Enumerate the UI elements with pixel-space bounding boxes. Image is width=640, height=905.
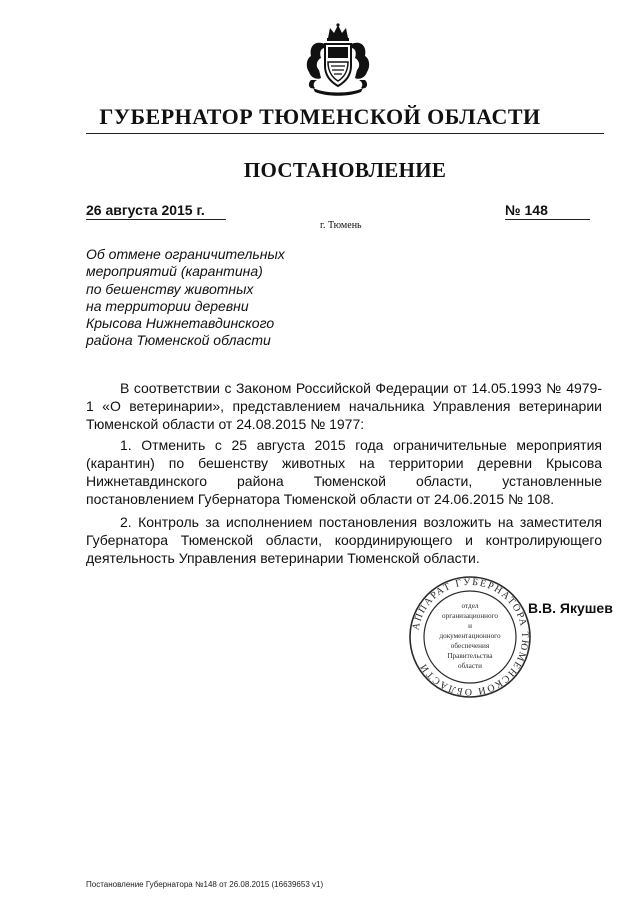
subject-line: мероприятий (карантина) [86,263,263,280]
stamp-ring-text: АППАРАТ ГУБЕРНАТОРА ТЮМЕНСКОЙ ОБЛАСТИ [410,576,531,698]
tyumen-region-coat-of-arms-icon [297,22,379,98]
item-2-paragraph: 2. Контроль за исполнением постановления возложить на заместителя Губернатора Тюменской области, координирующего и контролирующего деятельность Управления ветеринарии Тюменской области. [86,514,602,566]
stamp-line: обеспечения [450,642,490,650]
stamp-line: документационного [439,632,501,640]
signatory-name: В.В. Якушев [528,600,613,616]
preamble-paragraph: В соответствии с Законом Российской Федерации от 14.05.1993 № 4979-1 «О ветеринарии», представлением начальника Управления ветеринарии Тюменской области от 24.08.2015 № 1977: [86,380,602,432]
subject-line: на территории деревни [86,297,249,314]
subject-line: Об отмене ограничительных [86,246,285,262]
document-number: № 148 [505,202,590,220]
official-seal-stamp [405,575,535,699]
document-type-title: ПОСТАНОВЛЕНИЕ [243,158,447,182]
header-divider [86,133,604,134]
authority-title: ГУБЕРНАТОР ТЮМЕНСКОЙ ОБЛАСТИ [99,104,541,129]
stamp-line: и [468,622,472,630]
subject-line: района Тюменской области [86,332,271,349]
document-subject [86,246,316,350]
document-city: г. Тюмень [320,220,362,231]
document-footer: Постановление Губернатора №148 от 26.08.2015 (16639653 v1) [86,880,324,889]
stamp-line: организационного [442,612,498,620]
item-1-paragraph: 1. Отменить с 25 августа 2015 года ограничительные мероприятия (карантин) по бешенству животных на территории деревни Крысова Нижнетавдинского района Тюменской области, установленные постановлением Губернатора Тюменской области от 24.06.2015 № 108. [86,437,602,507]
document-date: 26 августа 2015 г. [86,202,226,220]
subject-line: по бешенству животных [86,280,254,297]
stamp-line: отдел [461,602,479,610]
stamp-line: области [457,662,483,670]
subject-line: Крысова Нижнетавдинского [86,315,275,332]
stamp-line: Правительства [447,652,493,660]
